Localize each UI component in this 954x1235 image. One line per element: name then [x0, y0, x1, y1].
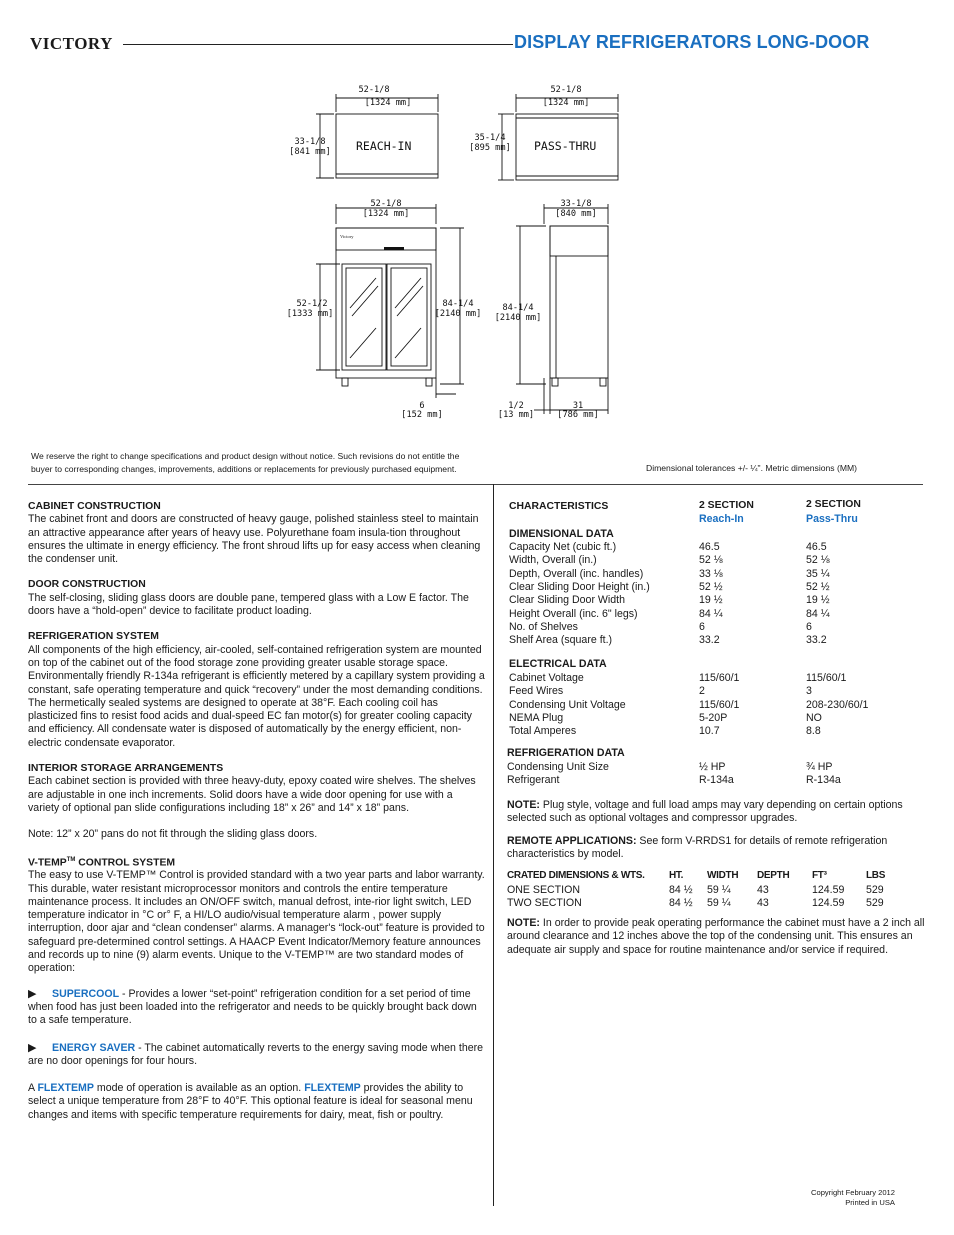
svg-text:[786 mm]: [786 mm]: [557, 410, 599, 420]
spec-cell: Clear Sliding Door Width: [509, 594, 625, 607]
interior-text: Each cabinet section is provided with three heavy-duty, epoxy coated wire shelves. The shelves are adjustable in one inch increments. Solid doors have a wide door opening for use with a variety of optional pan slide configurations including 18” x 26” and 14” x 18” pans.: [28, 775, 476, 814]
svg-text:[895 mm]: [895 mm]: [469, 143, 511, 153]
spec-cell: 84 ¼: [699, 607, 723, 620]
door-heading: DOOR CONSTRUCTION: [28, 579, 146, 591]
spec-cell: 19 ½: [699, 594, 723, 607]
crated-cell: 59 ¼: [707, 884, 731, 896]
spec-cell: Height Overall (inc. 6" legs): [509, 607, 638, 620]
spec-cell: R-134a: [699, 774, 734, 787]
svg-text:52-1/8: 52-1/8: [358, 85, 390, 95]
spec-cell: Feed Wires: [509, 685, 564, 698]
crated-cell: 529: [866, 897, 884, 909]
spec-cell: 115/60/1: [699, 672, 740, 684]
svg-text:31: 31: [572, 401, 584, 411]
spec-cell: NEMA Plug: [509, 711, 564, 724]
spec-cell: 6: [699, 620, 705, 633]
crated-cell: 529: [866, 884, 884, 896]
refrig-heading: REFRIGERATION SYSTEM: [28, 631, 159, 643]
svg-text:[2140 mm]: [2140 mm]: [494, 313, 542, 323]
reach-in-label: REACH-IN: [356, 139, 412, 153]
spec-cell: Shelf Area (square ft.): [509, 634, 613, 647]
spec-cell: 52 ½: [699, 580, 723, 593]
spec-cell: 8.8: [806, 725, 821, 738]
spec-cell: ¾ HP: [806, 761, 833, 773]
spec-cell: Condensing Unit Size: [507, 761, 609, 773]
crated-cell: 59 ¼: [707, 897, 731, 909]
crated-cell: 84 ½: [669, 897, 693, 909]
crated-cell: 43: [757, 897, 769, 909]
header-rule: [123, 44, 513, 45]
spec-cell: 6: [806, 620, 812, 633]
refrig-text: All components of the high efficiency, air-cooled, self-contained refrigeration system are mounted on top of the cabinet out of the food storage zone providing greater usable storage space. Environmentally friendly R-134a refrigerant is efficiently metered by a capillary system providing a constant, safe operating temperature and quick “recovery” under the most demanding conditions. The hermetically sealed systems are designed to operate at 38°F. Each cooling coil has plasticized fins to resist food acids and dual-speed EC fan motor(s) for greater cooling capacity and efficiency. All condensate water is disposed of automatically by the energy efficient, non-electric condensate evaporator.: [28, 643, 485, 749]
svg-text:[840 mm]: [840 mm]: [555, 209, 597, 219]
column-divider: [493, 484, 494, 1206]
svg-text:[841 mm]: [841 mm]: [289, 147, 331, 157]
features-column: [28, 500, 486, 1134]
crated-cell: ONE SECTION: [507, 884, 580, 896]
svg-text:52-1/2: 52-1/2: [296, 299, 328, 309]
spec-cell: 84 ¼: [806, 607, 830, 620]
note-remote: REMOTE APPLICATIONS: See form V-RRDS1 for details of remote refrigeration characteristics by model.: [507, 835, 888, 861]
spec-cell: Capacity Net (cubic ft.): [509, 541, 617, 553]
arrow-bullet-icon: ▶: [28, 1041, 37, 1054]
spec-cell: 5-20P: [699, 711, 728, 724]
note-plug-style: NOTE: Plug style, voltage and full load amps may vary depending on certain options selected such as optional voltages and compressor upgrades.: [507, 799, 903, 825]
side-elevation: [550, 226, 608, 378]
arrow-bullet-icon: ▶: [28, 987, 37, 1000]
crated-cell: TWO SECTION: [507, 897, 582, 909]
spec-cell: 52 ⅛: [699, 554, 723, 567]
spec-cell: 3: [806, 685, 812, 698]
crated-header: LBS: [866, 870, 886, 881]
spec-cell: Width, Overall (in.): [509, 554, 597, 567]
spec-cell: 52 ½: [806, 580, 830, 593]
cabinet-heading: CABINET CONSTRUCTION: [28, 501, 161, 512]
spec-cell: 2: [699, 685, 705, 698]
interior-heading: INTERIOR STORAGE ARRANGEMENTS: [28, 763, 224, 775]
svg-text:52-1/8: 52-1/8: [550, 85, 582, 95]
crated-header: HT.: [669, 870, 684, 881]
spec-cell: Cabinet Voltage: [509, 672, 584, 684]
energy-saver-item: ▶ ENERGY SAVER - The cabinet automatically reverts to the energy saving mode when there are no door openings for four hours.: [28, 1041, 484, 1067]
page-title: DISPLAY REFRIGERATORS LONG-DOOR: [514, 32, 870, 52]
svg-text:[2140 mm]: [2140 mm]: [434, 309, 482, 319]
crated-header: DEPTH: [757, 870, 790, 881]
spec-cell: Depth, Overall (inc. handles): [509, 567, 644, 580]
crated-header: WIDTH: [707, 870, 739, 881]
svg-text:Victory: Victory: [340, 234, 354, 239]
svg-text:[13 mm]: [13 mm]: [497, 410, 535, 420]
spec-cell: Total Amperes: [509, 725, 577, 738]
spec-cell: ½ HP: [699, 761, 726, 773]
specs-column: CHARACTERISTICS 2 SECTION Reach-In 2 SECTION Pass-Thru DIMENSIONAL DATA Capacity Net (cubic ft.) 46.5 46.5 Width, Overall (in.) 52 ⅛ 52 ⅛ Depth, Overall (inc. handles) 33 ⅛ 35 ¼ Clear Sliding Door Height (in.) 52 ½ 52 ½ Clear Sliding Door Width 19 ½ 19 ½ Height Overall (inc. 6" legs) 84 ¼ 84 ¼ No. of Shelves 6 6 Shelf Area (square ft.) 33.2 33.2 ELECTRICAL DATA Cabinet Voltage 115/60/1 115/60/1 Feed Wires 2 3 Condensing Unit Voltage 115/60/1 208-230/60/1 NEMA Plug 5-20P NO Total Amperes 10.7 8.8 REFRIGERATION DATA Condensing Unit Size ½ HP ¾ HP Refrigerant R-134a R-134a: [507, 499, 869, 787]
svg-text:[1324 mm]: [1324 mm]: [362, 209, 410, 219]
spec-cell: Clear Sliding Door Height (in.): [509, 580, 650, 593]
door-text: The self-closing, sliding glass doors are double pane, tempered glass with a Low E factor. The doors have a “hold-open” device to facilitate product loading.: [28, 591, 469, 618]
note-clearance: NOTE: In order to provide peak operating performance the cabinet must have a 2 inch all around clearance and 12 inches above the top of the condensing unit. This ensures an adequate air supply and space for routine maintenance and/or service if required.: [507, 917, 925, 956]
supercool-item: ▶ SUPERCOOL - Provides a lower “set-point” refrigeration condition for a set period of time when food has just been loaded into the refrigerator and needs to be quickly brought back down to a safe temperature.: [28, 987, 477, 1027]
spec-cell: 33.2: [806, 634, 827, 647]
spec-cell: NO: [806, 711, 822, 724]
victory-logo: VICTORY: [30, 34, 113, 53]
svg-text:6: 6: [419, 401, 425, 411]
spec-cell: 10.7: [699, 725, 720, 738]
svg-text:1/2: 1/2: [508, 401, 524, 411]
pass-thru-label: PASS-THRU: [534, 139, 597, 153]
spec-cell: 33.2: [699, 634, 720, 647]
spec-cell: Condensing Unit Voltage: [509, 698, 626, 711]
svg-text:84-1/4: 84-1/4: [442, 299, 474, 309]
svg-text:33-1/8: 33-1/8: [294, 137, 326, 147]
crated-cell: 84 ½: [669, 884, 693, 896]
svg-text:[1324 mm]: [1324 mm]: [542, 98, 590, 108]
section-divider: [28, 484, 923, 485]
spec-cell: No. of Shelves: [509, 620, 578, 633]
vtemp-heading: V-TEMP™ CONTROL SYSTEM: [28, 856, 176, 868]
spec-cell: 52 ⅛: [806, 554, 830, 567]
crated-header: CRATED DIMENSIONS & WTS.: [507, 870, 645, 881]
spec-cell: 208-230/60/1: [806, 698, 869, 711]
dimension-drawings: [280, 78, 640, 423]
svg-text:33-1/8: 33-1/8: [560, 199, 592, 209]
spec-cell: R-134a: [806, 774, 841, 787]
flextemp-text: A FLEXTEMP mode of operation is available as an option. FLEXTEMP provides the ability to select a unique temperature from 28°F to 40°F. This optional feature is ideal for seasonal menu changes and items with specific temperature requirements for dairy, meat, fish or poultry.: [28, 1082, 473, 1121]
disclaimer: We reserve the right to change specifications and product design without notice. Such revisions do not entitle the buyer to corresponding changes, improvements, additions or replacements for previously purchased equipment.: [31, 451, 460, 474]
spec-cell: 46.5: [806, 541, 827, 553]
spec-cell: 46.5: [699, 541, 720, 553]
svg-text:84-1/4: 84-1/4: [502, 303, 534, 313]
spec-cell: 19 ½: [806, 594, 830, 607]
crated-cell: 124.59: [812, 897, 845, 909]
spec-cell: 33 ⅛: [699, 567, 723, 580]
copyright: Copyright February 2012 Printed in USA: [811, 1188, 895, 1207]
interior-note: Note: 12” x 20” pans do not fit through the sliding glass doors.: [28, 828, 318, 841]
spec-cell: 115/60/1: [699, 698, 740, 711]
spec-cell: 115/60/1: [806, 672, 847, 684]
spec-cell: 35 ¼: [806, 567, 830, 580]
tolerance-note: Dimensional tolerances +/- ¼". Metric dimensions (MM): [646, 463, 858, 473]
spec-cell: Refrigerant: [507, 774, 560, 787]
svg-text:[152 mm]: [152 mm]: [401, 410, 443, 420]
cabinet-text: The cabinet front and doors are constructed of heavy gauge, polished stainless steel to maintain an attractive appearance after years of heavy use. Polyurethane foam insula-tion throughout ensures the ultimate in energy efficiency. The front shroud lifts up for easy access when cleaning the condenser unit.: [28, 513, 481, 566]
crated-cell: 43: [757, 884, 769, 896]
crated-cell: 124.59: [812, 884, 845, 896]
svg-text:[1333 mm]: [1333 mm]: [286, 309, 334, 319]
svg-text:35-1/4: 35-1/4: [474, 133, 506, 143]
svg-text:52-1/8: 52-1/8: [370, 199, 402, 209]
vtemp-text: The easy to use V-TEMP™ Control is provided standard with a two year parts and labor warranty. This durable, water resistant microprocessor monitors and controls the entire temperature maintenance process. It includes an ON/OFF switch, manual defrost, inte-rior light switch, LED temperature indicator in °C or° F, a HI/LO audio/visual temperature alarm , power supply interruption, door ajar and “clean condenser” alarms. A manager's “lock-out” feature is provided to safeguard pre-determined control settings. A HAACP Event Indicator/Memory feature announces and records up to nine (9) alarm events. Unique to the V-TEMP™ are two standard modes of operation:: [28, 869, 485, 975]
svg-text:[1324 mm]: [1324 mm]: [364, 98, 412, 108]
crated-header: FT³: [812, 870, 827, 881]
